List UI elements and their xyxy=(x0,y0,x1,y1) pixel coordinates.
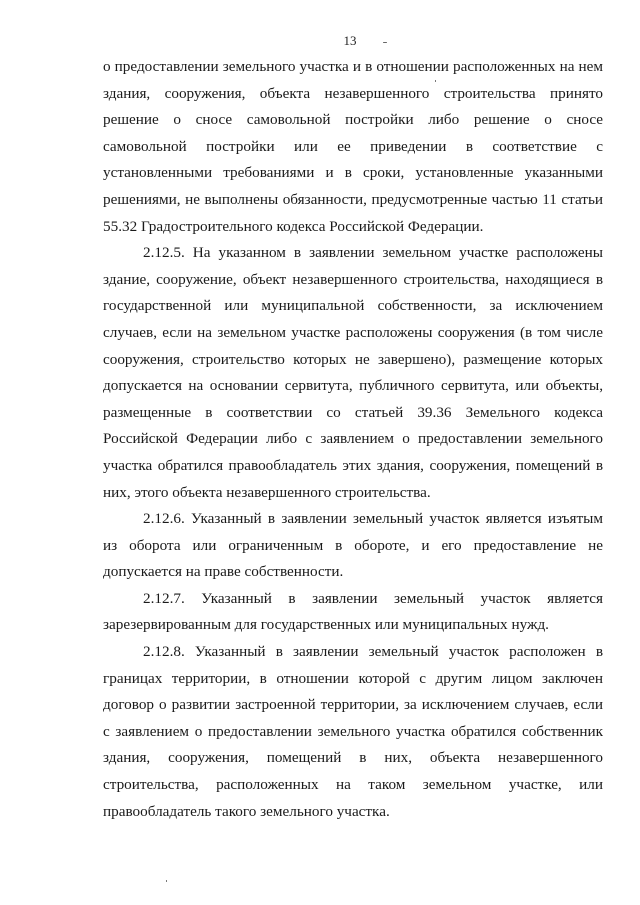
paragraph-2-12-5: 2.12.5. На указанном в заявлении земельном участке расположены здание, сооружение, объект незавершенного строительства, находящиеся в государственной или муниципальной собственности, за исключением случаев, если на земельном участке расположены сооружения (в том числе сооружения, строительство которых не завершено), размещение которых допускается на основании сервитута, публичного сервитута, или объекты, размещенные в соответствии со статьей 39.36 Земельного кодекса Российской Федерации либо с заявлением о предоставлении земельного участка обратился правообладатель этих здания, сооружения, помещений в них, этого объекта незавершенного строительства. xyxy=(103,244,603,501)
paragraph-2-12-6: 2.12.6. Указанный в заявлении земельный участок является изъятым из оборота или ограниченным в обороте, и его предоставление не допускается на праве собственности. xyxy=(103,510,603,581)
scan-speck xyxy=(166,880,167,882)
scan-speck xyxy=(383,42,387,43)
paragraph-2-12-7: 2.12.7. Указанный в заявлении земельный участок является зарезервированным для государственных или муниципальных нужд. xyxy=(103,589,603,634)
page-number: 13 xyxy=(343,33,357,48)
paragraph-continuation: о предоставлении земельного участка и в отношении расположенных на нем здания, сооружения, объекта незавершенного строительства принято решение о сносе самовольной постройки либо решение о сносе самовольной постройки или ее приведении в соответствие с установленными требованиями и в сроки, установленные указанными решениями, не выполнены обязанности, предусмотренные частью 11 статьи 55.32 Градостроительного кодекса Российской Федерации. xyxy=(103,58,603,235)
document-body xyxy=(103,54,603,825)
paragraph-2-12-8: 2.12.8. Указанный в заявлении земельный участок расположен в границах территории, в отношении которой с другим лицом заключен договор о развитии застроенной территории, за исключением случаев, если с заявлением о предоставлении земельного участка обратился собственник здания, сооружения, помещений в них, объекта незавершенного строительства, расположенных на таком земельном участке, или правообладатель такого земельного участка. xyxy=(103,643,603,820)
